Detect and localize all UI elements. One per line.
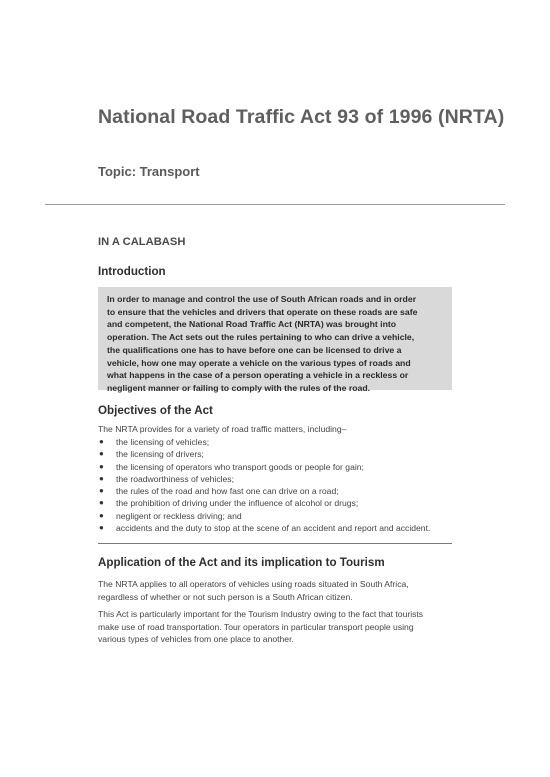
page-title: National Road Traffic Act 93 of 1996 (NRTA) — [98, 106, 505, 128]
list-item-text: the licensing of drivers; — [116, 449, 204, 460]
paragraph-line: The NRTA applies to all operators of vehicles using roads situated in South Africa, — [98, 579, 409, 589]
paragraph-line: various types of vehicles from one place to another. — [98, 634, 294, 645]
header-divider — [45, 204, 505, 205]
introduction-line: vehicle, how one may operate a vehicle on the various types of roads and — [107, 357, 411, 368]
bullet-icon: ● — [99, 437, 104, 446]
list-item — [98, 485, 430, 497]
list-item — [98, 436, 430, 448]
list-item — [98, 510, 430, 522]
introduction-line: what happens in the case of a person operating a vehicle in a reckless or — [107, 370, 409, 381]
paragraph-line: make use of road transportation. Tour operators in particular transport people using — [98, 621, 414, 632]
introduction-line: to ensure that the vehicles and drivers that operate on these roads are safe — [107, 306, 418, 317]
paragraph-line: regardless of whether or not such person is a South African citizen. — [98, 591, 353, 602]
objectives-list — [98, 436, 430, 534]
list-item-text: the licensing of operators who transport goods or people for gain; — [116, 461, 364, 472]
section-divider — [98, 543, 452, 544]
bullet-icon: ● — [99, 498, 104, 508]
bullet-icon: ● — [99, 461, 104, 471]
application-heading: Application of the Act and its implication to Tourism — [98, 556, 385, 569]
introduction-line: the qualifications one has to have before one can be licensed to drive a — [107, 344, 402, 355]
list-item-text: the prohibition of driving under the influence of alcohol or drugs; — [116, 498, 359, 509]
introduction-line: operation. The Act sets out the rules pertaining to who can drive a vehicle, — [107, 332, 415, 343]
list-item — [98, 497, 430, 509]
introduction-heading: Introduction — [98, 265, 166, 278]
application-paragraph-1 — [98, 578, 458, 603]
section-label: IN A CALABASH — [98, 236, 186, 248]
list-item-text: the licensing of vehicles; — [116, 437, 210, 447]
list-item-text: negligent or reckless driving; and — [116, 510, 242, 521]
application-paragraph-2 — [98, 608, 458, 646]
bullet-icon: ● — [99, 473, 104, 483]
objectives-lead: The NRTA provides for a variety of road traffic matters, including– — [98, 424, 347, 434]
bullet-icon: ● — [99, 449, 104, 459]
list-item — [98, 461, 430, 473]
introduction-line: negligent manner or failing to comply with the rules of the road. — [107, 382, 371, 393]
bullet-icon: ● — [99, 523, 104, 533]
list-item-text: the rules of the road and how fast one can drive on a road; — [116, 486, 339, 497]
paragraph-line: This Act is particularly important for the Tourism Industry owing to the fact that tourists — [98, 609, 424, 619]
topic-label: Topic: Transport — [98, 164, 200, 179]
bullet-icon: ● — [99, 486, 104, 496]
list-item-text: accidents and the duty to stop at the scene of an accident and report and accident. — [116, 523, 431, 534]
list-item — [98, 448, 430, 460]
list-item-text: the roadworthiness of vehicles; — [116, 473, 234, 484]
list-item — [98, 473, 430, 485]
objectives-heading: Objectives of the Act — [98, 404, 213, 417]
list-item — [98, 522, 430, 534]
introduction-box — [98, 287, 452, 393]
introduction-line: In order to manage and control the use of South African roads and in order — [107, 294, 417, 304]
bullet-icon: ● — [99, 510, 104, 520]
introduction-line: and competent, the National Road Traffic Act (NRTA) was brought into — [107, 319, 397, 330]
